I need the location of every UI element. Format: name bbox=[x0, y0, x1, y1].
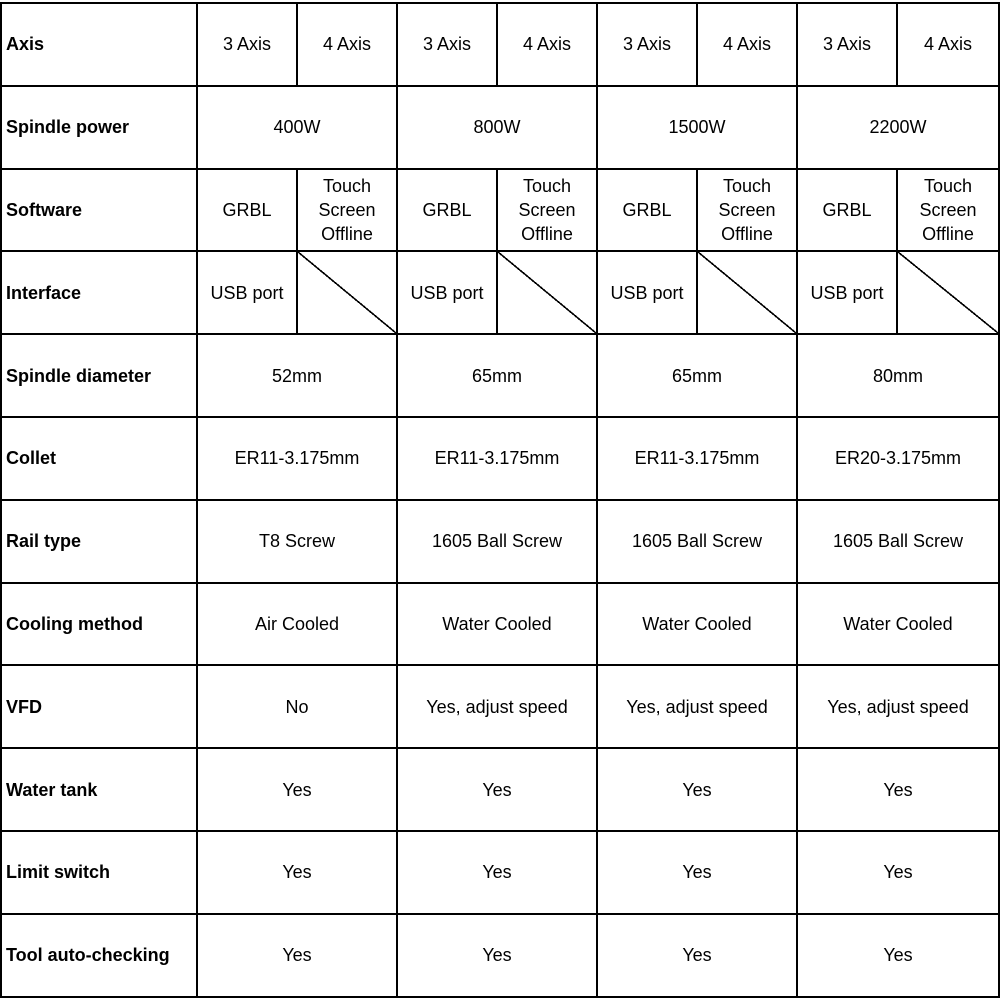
row-limit-switch bbox=[1, 831, 999, 914]
row-label-rail-type: Rail type bbox=[1, 500, 197, 583]
tool-auto-checking-cell: Yes bbox=[597, 914, 797, 997]
software-cell: Touch Screen Offline bbox=[697, 169, 797, 252]
row-spindle-diameter bbox=[1, 334, 999, 417]
spindle-power-cell: 400W bbox=[197, 86, 397, 169]
empty-diagonal-cell bbox=[497, 251, 597, 334]
cooling-method-cell: Water Cooled bbox=[797, 583, 999, 666]
row-interface bbox=[1, 251, 999, 334]
vfd-cell: Yes, adjust speed bbox=[597, 665, 797, 748]
water-tank-cell: Yes bbox=[797, 748, 999, 831]
row-label-limit-switch: Limit switch bbox=[1, 831, 197, 914]
rail-type-cell: 1605 Ball Screw bbox=[597, 500, 797, 583]
water-tank-cell: Yes bbox=[397, 748, 597, 831]
empty-diagonal-cell bbox=[697, 251, 797, 334]
row-spindle-power bbox=[1, 86, 999, 169]
row-label-cooling-method: Cooling method bbox=[1, 583, 197, 666]
collet-cell: ER20-3.175mm bbox=[797, 417, 999, 500]
water-tank-cell: Yes bbox=[597, 748, 797, 831]
row-label-interface: Interface bbox=[1, 251, 197, 334]
row-label-vfd: VFD bbox=[1, 665, 197, 748]
software-cell: GRBL bbox=[397, 169, 497, 252]
rail-type-cell: 1605 Ball Screw bbox=[797, 500, 999, 583]
cooling-method-cell: Water Cooled bbox=[397, 583, 597, 666]
software-cell: GRBL bbox=[597, 169, 697, 252]
collet-cell: ER11-3.175mm bbox=[397, 417, 597, 500]
axis-cell: 3 Axis bbox=[797, 3, 897, 86]
axis-cell: 4 Axis bbox=[297, 3, 397, 86]
axis-cell: 3 Axis bbox=[597, 3, 697, 86]
row-label-software: Software bbox=[1, 169, 197, 252]
tool-auto-checking-cell: Yes bbox=[197, 914, 397, 997]
axis-cell: 3 Axis bbox=[397, 3, 497, 86]
axis-cell: 4 Axis bbox=[897, 3, 999, 86]
interface-cell: USB port bbox=[797, 251, 897, 334]
axis-cell: 4 Axis bbox=[697, 3, 797, 86]
axis-cell: 4 Axis bbox=[497, 3, 597, 86]
limit-switch-cell: Yes bbox=[597, 831, 797, 914]
vfd-cell: Yes, adjust speed bbox=[397, 665, 597, 748]
spindle-diameter-cell: 80mm bbox=[797, 334, 999, 417]
interface-cell: USB port bbox=[397, 251, 497, 334]
software-cell: Touch Screen Offline bbox=[297, 169, 397, 252]
spindle-power-cell: 1500W bbox=[597, 86, 797, 169]
row-water-tank bbox=[1, 748, 999, 831]
tool-auto-checking-cell: Yes bbox=[797, 914, 999, 997]
water-tank-cell: Yes bbox=[197, 748, 397, 831]
row-software bbox=[1, 169, 999, 252]
interface-cell: USB port bbox=[197, 251, 297, 334]
row-label-spindle-power: Spindle power bbox=[1, 86, 197, 169]
spindle-power-cell: 800W bbox=[397, 86, 597, 169]
spec-table bbox=[0, 2, 1000, 998]
spindle-power-cell: 2200W bbox=[797, 86, 999, 169]
collet-cell: ER11-3.175mm bbox=[597, 417, 797, 500]
interface-cell: USB port bbox=[597, 251, 697, 334]
row-label-water-tank: Water tank bbox=[1, 748, 197, 831]
row-label-collet: Collet bbox=[1, 417, 197, 500]
spindle-diameter-cell: 65mm bbox=[397, 334, 597, 417]
row-axis bbox=[1, 3, 999, 86]
axis-cell: 3 Axis bbox=[197, 3, 297, 86]
row-tool-auto-checking bbox=[1, 914, 999, 997]
software-cell: GRBL bbox=[797, 169, 897, 252]
limit-switch-cell: Yes bbox=[797, 831, 999, 914]
row-cooling-method bbox=[1, 583, 999, 666]
cooling-method-cell: Water Cooled bbox=[597, 583, 797, 666]
software-cell: Touch Screen Offline bbox=[497, 169, 597, 252]
row-label-tool-auto-checking: Tool auto-checking bbox=[1, 914, 197, 997]
limit-switch-cell: Yes bbox=[197, 831, 397, 914]
row-label-axis: Axis bbox=[1, 3, 197, 86]
empty-diagonal-cell bbox=[897, 251, 999, 334]
tool-auto-checking-cell: Yes bbox=[397, 914, 597, 997]
software-cell: GRBL bbox=[197, 169, 297, 252]
empty-diagonal-cell bbox=[297, 251, 397, 334]
limit-switch-cell: Yes bbox=[397, 831, 597, 914]
spindle-diameter-cell: 65mm bbox=[597, 334, 797, 417]
row-collet bbox=[1, 417, 999, 500]
collet-cell: ER11-3.175mm bbox=[197, 417, 397, 500]
row-rail-type bbox=[1, 500, 999, 583]
vfd-cell: No bbox=[197, 665, 397, 748]
cooling-method-cell: Air Cooled bbox=[197, 583, 397, 666]
rail-type-cell: 1605 Ball Screw bbox=[397, 500, 597, 583]
row-label-spindle-diameter: Spindle diameter bbox=[1, 334, 197, 417]
vfd-cell: Yes, adjust speed bbox=[797, 665, 999, 748]
spindle-diameter-cell: 52mm bbox=[197, 334, 397, 417]
rail-type-cell: T8 Screw bbox=[197, 500, 397, 583]
software-cell: Touch Screen Offline bbox=[897, 169, 999, 252]
row-vfd bbox=[1, 665, 999, 748]
